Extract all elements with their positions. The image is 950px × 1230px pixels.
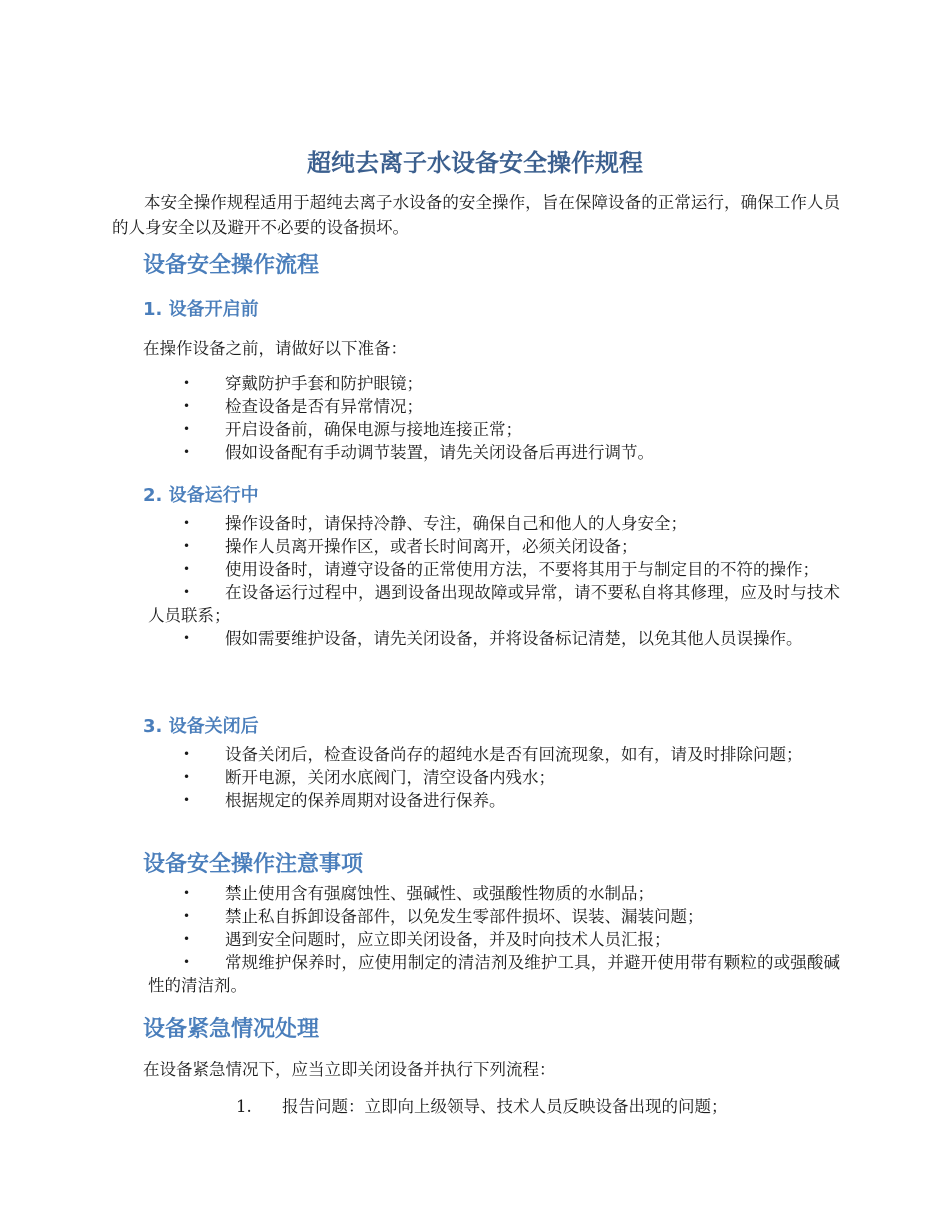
bullet-icon: •	[183, 585, 191, 599]
list-item: • 禁止使用含有强腐蚀性、强碱性、或强酸性物质的水制品；	[183, 884, 654, 903]
list-item: • 常规维护保养时，应使用制定的清洁剂及维护工具，并避开使用带有颗粒的或强酸碱性的清洁剂。	[148, 953, 840, 995]
intro-paragraph: 本安全操作规程适用于超纯去离子水设备的安全操作，旨在保障设备的正常运行，确保工作人员的人身安全以及避开不必要的设备损坏。	[112, 193, 840, 237]
before-start-list	[148, 372, 840, 464]
bullet-icon: •	[183, 539, 191, 553]
bullet-icon: •	[183, 399, 191, 413]
bullet-icon: •	[183, 422, 191, 436]
precautions-list	[148, 882, 840, 997]
list-item	[236, 1095, 840, 1119]
list-item: • 假如设备配有手动调节装置，请先关闭设备后再进行调节。	[183, 443, 654, 462]
running-list	[148, 512, 840, 650]
bullet-icon: •	[183, 747, 191, 761]
bullet-icon: •	[183, 932, 191, 946]
bullet-icon: •	[183, 886, 191, 900]
bullet-icon: •	[183, 445, 191, 459]
bullet-icon: •	[183, 376, 191, 390]
step-text: 报告问题：立即向上级领导、技术人员反映设备出现的问题；	[282, 1097, 728, 1116]
bullet-icon: •	[183, 631, 191, 645]
section-heading-precautions: 设备安全操作注意事项	[143, 852, 364, 877]
subsection-heading-running: 2. 设备运行中	[143, 485, 259, 506]
bullet-icon: •	[183, 770, 191, 784]
bullet-icon: •	[183, 516, 191, 530]
list-item: • 开启设备前，确保电源与接地连接正常；	[183, 420, 522, 439]
list-item: • 使用设备时，请遵守设备的正常使用方法，不要将其用于与制定目的不符的操作；	[183, 560, 819, 579]
list-item: • 设备关闭后，检查设备尚存的超纯水是否有回流现象，如有，请及时排除问题；	[183, 745, 803, 764]
emergency-steps-list	[236, 1095, 840, 1119]
section-heading-operation-flow: 设备安全操作流程	[143, 253, 320, 278]
section-heading-emergency: 设备紧急情况处理	[143, 1017, 320, 1042]
list-item: • 穿戴防护手套和防护眼镜；	[183, 374, 423, 393]
bullet-icon: •	[183, 793, 191, 807]
list-item: • 假如需要维护设备，请先关闭设备，并将设备标记清楚，以免其他人员误操作。	[183, 629, 803, 648]
subsection-heading-before-start: 1. 设备开启前	[143, 299, 259, 320]
after-shutdown-list	[148, 743, 840, 812]
list-item: • 断开电源，关闭水底阀门，清空设备内残水；	[183, 768, 555, 787]
list-item: • 检查设备是否有异常情况；	[183, 397, 423, 416]
list-item: • 禁止私自拆卸设备部件，以免发生零部件损坏、误装、漏装问题；	[183, 907, 704, 926]
list-item: • 在设备运行过程中，遇到设备出现故障或异常，请不要私自将其修理，应及时与技术人员联系；	[148, 583, 840, 625]
bullet-icon: •	[183, 955, 191, 969]
before-start-lead: 在操作设备之前，请做好以下准备：	[143, 339, 407, 358]
list-item: • 遇到安全问题时，应立即关闭设备，并及时向技术人员汇报；	[183, 930, 671, 949]
document-title: 超纯去离子水设备安全操作规程	[307, 149, 643, 177]
list-item: • 操作设备时，请保持冷静、专注，确保自己和他人的人身安全；	[183, 514, 687, 533]
bullet-icon: •	[183, 562, 191, 576]
list-item: • 根据规定的保养周期对设备进行保养。	[183, 791, 506, 810]
step-number: 1.	[236, 1097, 252, 1116]
bullet-icon: •	[183, 909, 191, 923]
list-item: • 操作人员离开操作区，或者长时间离开，必须关闭设备；	[183, 537, 638, 556]
subsection-heading-after-shutdown: 3. 设备关闭后	[143, 716, 259, 737]
emergency-lead: 在设备紧急情况下，应当立即关闭设备并执行下列流程：	[143, 1060, 556, 1079]
